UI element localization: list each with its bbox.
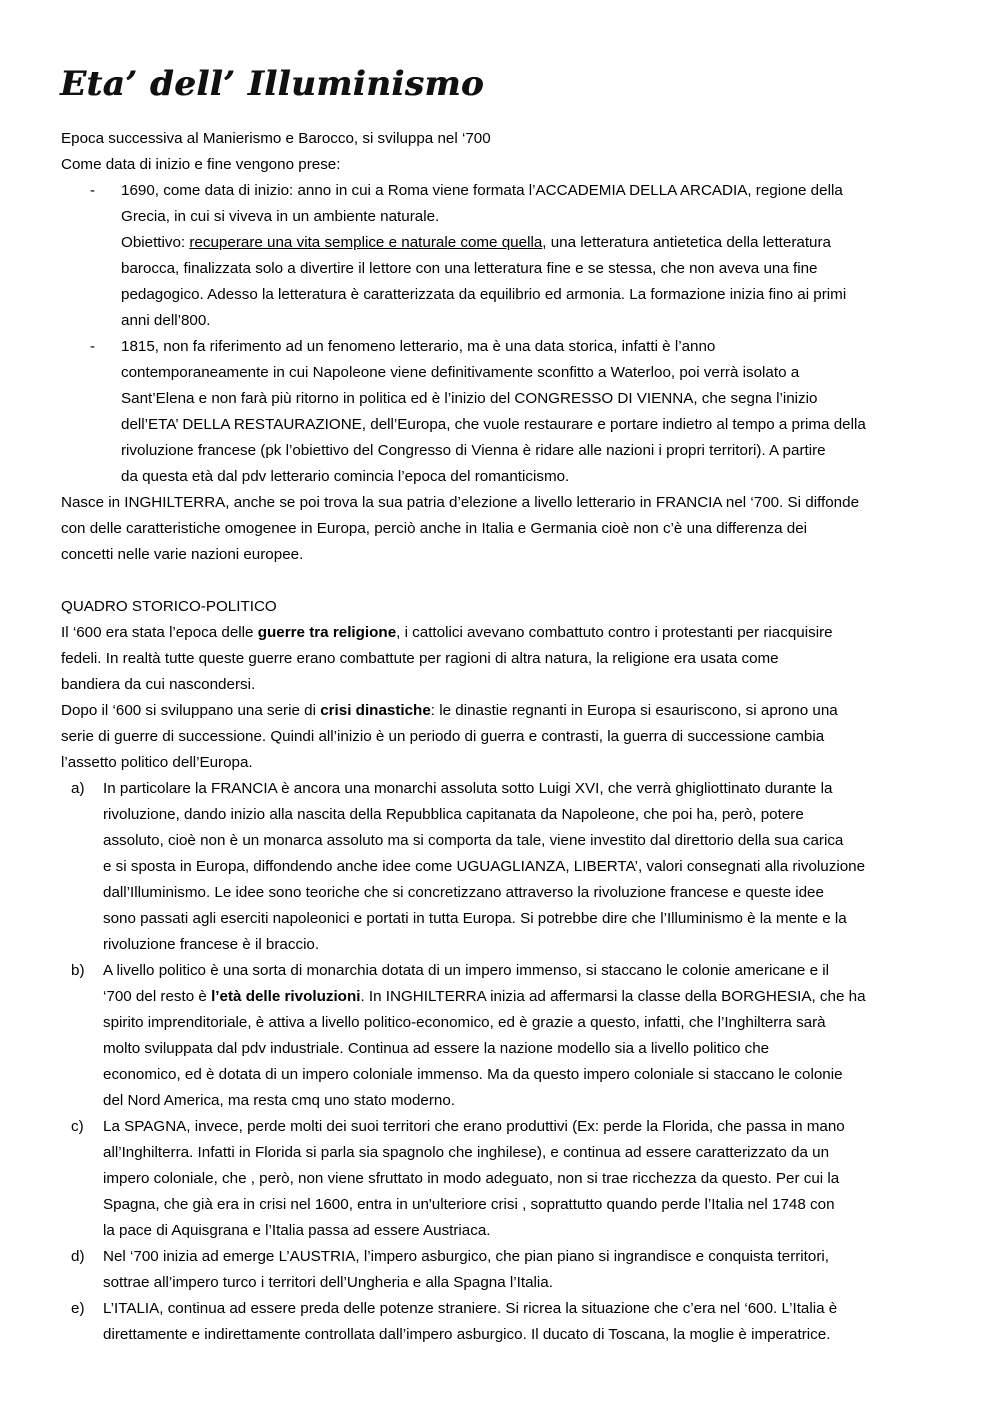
section-heading: QUADRO STORICO-POLITICO — [61, 598, 277, 615]
list-item-line: molto sviluppata dal pdv industriale. Continua ad essere la nazione modello sia a livello politico che — [103, 1040, 770, 1057]
list-item-line — [103, 984, 941, 1010]
list-item-1815 — [61, 334, 941, 490]
list-item-line: rivoluzione francese è il braccio. — [103, 936, 320, 953]
list-marker: c) — [71, 1118, 84, 1135]
intro-line: Come data di inizio e fine vengono prese: — [61, 156, 341, 173]
list-item-line: L’ITALIA, continua ad essere preda delle potenze straniere. Si ricrea la situazione che c’era nel ‘600. L’Italia è — [103, 1300, 838, 1317]
list-item-line: 1815, non fa riferimento ad un fenomeno letterario, ma è una data storica, infatti è l’anno — [121, 338, 716, 355]
list-item-line: del Nord America, ma resta cmq uno stato moderno. — [103, 1092, 456, 1109]
list-item-line: Nel ‘700 inizia ad emerge L’AUSTRIA, l’impero asburgico, che pian piano si ingrandisce e conquista territori, — [103, 1248, 829, 1265]
list-marker: - — [90, 182, 96, 199]
list-item-line: anni dell’800. — [121, 312, 211, 329]
dynastic-line: serie di guerre di successione. Quindi all’inizio è un periodo di guerra e contrasti, la guerra di successione cambia — [61, 728, 825, 745]
list-marker: d) — [71, 1248, 85, 1265]
list-item-line: Grecia, in cui si viveva in un ambiente naturale. — [121, 208, 440, 225]
religion-line: fedeli. In realtà tutte queste guerre erano combattute per ragioni di altra natura, la religione era usata come — [61, 650, 779, 667]
origin-line: concetti nelle varie nazioni europee. — [61, 546, 304, 563]
list-item-line: pedagogico. Adesso la letteratura è caratterizzata da equilibrio ed armonia. La formazione inizia fino ai primi — [121, 286, 847, 303]
list-item-line: direttamente e indirettamente controllata dall’impero asburgico. Il ducato di Toscana, la moglie è imperatrice. — [103, 1326, 831, 1343]
page-title: Eta’ dell’ Illuminismo — [60, 64, 485, 104]
text-run: ‘700 del resto è — [103, 988, 212, 1005]
list-item-line: impero coloniale, che , però, non viene sfruttato in modo adeguato, non si trae ricchezza da questo. Per cui la — [103, 1170, 840, 1187]
list-marker: - — [90, 338, 96, 355]
spacer — [61, 568, 941, 594]
objective-line — [121, 230, 941, 256]
list-item-line: barocca, finalizzata solo a divertire il lettore con una letteratura fine e se stessa, che non aveva una fine — [121, 260, 818, 277]
list-marker: b) — [71, 962, 85, 979]
list-marker: a) — [71, 780, 85, 797]
list-item-line: rivoluzione francese (pk l’obiettivo del Congresso di Vienna è ridare alle nazioni i propri territori). A partire — [121, 442, 826, 459]
religion-line: bandiera da cui nascondersi. — [61, 676, 256, 693]
document-body — [61, 126, 941, 1348]
text-run: . In INGHILTERRA inizia ad affermarsi la classe della BORGHESIA, che ha — [360, 988, 866, 1005]
list-item-line: In particolare la FRANCIA è ancora una monarchi assoluta sotto Luigi XVI, che verrà ghigliottinato durante la — [103, 780, 833, 797]
list-item-line: spirito imprenditoriale, è attiva a livello politico-economico, ed è grazie a questo, infatti, che l’Inghilterra sarà — [103, 1014, 826, 1031]
origin-line: con delle caratteristiche omogenee in Europa, perciò anche in Italia e Germania cioè non c’è una differenza dei — [61, 520, 808, 537]
list-item-1690 — [61, 178, 941, 334]
list-item-line: 1690, come data di inizio: anno in cui a Roma viene formata l’ACCADEMIA DELLA ARCADIA, regione della — [121, 182, 843, 199]
list-marker: e) — [71, 1300, 85, 1317]
list-item-line: all’Inghilterra. Infatti in Florida si parla sia spagnolo che inghilese), e continua ad essere caratterizzato da un — [103, 1144, 830, 1161]
list-item-line: da questa età dal pdv letterario comincia l’epoca del romanticismo. — [121, 468, 570, 485]
list-item-d — [61, 1244, 941, 1296]
list-item-line: Sant’Elena e non farà più ritorno in politica ed è l’inizio del CONGRESSO DI VIENNA, che segna l’inizio — [121, 390, 818, 407]
list-item-line: assoluto, cioè non è un monarca assoluto ma si comporta da tale, viene investito dal direttorio della sua carica — [103, 832, 844, 849]
list-item-line: La SPAGNA, invece, perde molti dei suoi territori che erano produttivi (Ex: perde la Florida, che passa in mano — [103, 1118, 845, 1135]
bold-term: l’età delle rivoluzioni — [211, 988, 361, 1005]
origin-line: Nasce in INGHILTERRA, anche se poi trova la sua patria d’elezione a livello letterario in FRANCIA nel ‘700. Si diffonde — [61, 494, 860, 511]
intro-line: Epoca successiva al Manierismo e Barocco, si sviluppa nel ‘700 — [61, 130, 491, 147]
list-item-e — [61, 1296, 941, 1348]
list-item-line: A livello politico è una sorta di monarchia dotata di un impero immenso, si staccano le colonie americane e il — [103, 962, 830, 979]
list-item-a — [61, 776, 941, 958]
dynastic-line — [61, 698, 941, 724]
objective-rest: , una letteratura antietetica della letteratura — [542, 234, 832, 251]
list-item-line: sono passati agli eserciti napoleonici e portati in tutta Europa. Si potrebbe dire che l’Illuminismo è la mente e la — [103, 910, 847, 927]
text-run: : le dinastie regnanti in Europa si esauriscono, si aprono una — [430, 702, 838, 719]
religion-line — [61, 620, 941, 646]
list-item-line: Spagna, che già era in crisi nel 1600, entra in un'ulteriore crisi , soprattutto quando perde l’Italia nel 1748 con — [103, 1196, 835, 1213]
list-item-line: la pace di Aquisgrana e l’Italia passa ad essere Austriaca. — [103, 1222, 491, 1239]
list-item-b — [61, 958, 941, 1114]
list-item-c — [61, 1114, 941, 1244]
objective-label: Obiettivo: — [121, 234, 190, 251]
list-item-line: rivoluzione, dando inizio alla nascita della Repubblica capitanata da Napoleone, che poi ha, però, potere — [103, 806, 804, 823]
list-item-line: dell’ETA’ DELLA RESTAURAZIONE, dell’Europa, che vuole restaurare e portare indietro al tempo a prima della — [121, 416, 866, 433]
dynastic-line: l’assetto politico dell’Europa. — [61, 754, 253, 771]
text-run: , i cattolici avevano combattuto contro i protestanti per riacquisire — [396, 624, 833, 641]
list-item-line: contemporaneamente in cui Napoleone viene definitivamente sconfitto a Waterloo, poi verrà isolato a — [121, 364, 800, 381]
bold-term: guerre tra religione — [257, 624, 397, 641]
objective-underlined-text: recuperare una vita semplice e naturale come quella — [189, 234, 543, 251]
text-run: Il ‘600 era stata l’epoca delle — [61, 624, 258, 641]
text-run: Dopo il ‘600 si sviluppano una serie di — [61, 702, 321, 719]
bold-term: crisi dinastiche — [320, 702, 431, 719]
list-item-line: economico, ed è dotata di un impero coloniale immenso. Ma da questo impero coloniale si staccano le colonie — [103, 1066, 843, 1083]
list-item-line: dall’Illuminismo. Le idee sono teoriche che si concretizzano attraverso la rivoluzione francese e queste idee — [103, 884, 824, 901]
list-item-line: sottrae all’impero turco i territori dell’Ungheria e alla Spagna l’Italia. — [103, 1274, 553, 1291]
list-item-line: e si sposta in Europa, diffondendo anche idee come UGUAGLIANZA, LIBERTA’, valori consegnati alla rivoluzione — [103, 858, 866, 875]
